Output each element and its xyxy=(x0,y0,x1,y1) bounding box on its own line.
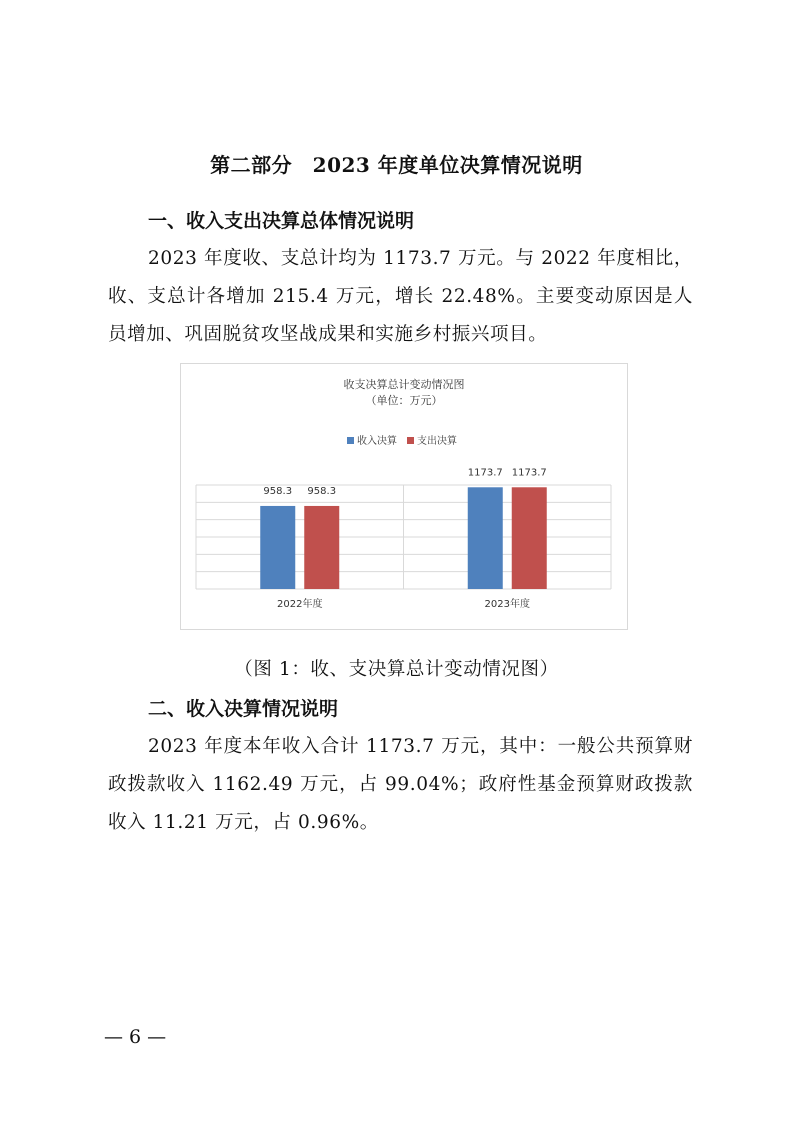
figure-caption: （图 1：收、支决算总计变动情况图） xyxy=(234,659,559,680)
x-tick-label-2: 2023年度 xyxy=(484,599,530,610)
section2-heading: 二、收入决算情况说明 xyxy=(148,698,339,720)
page-number: — 6 — xyxy=(104,1026,167,1048)
chart-x-axis-labels xyxy=(277,597,530,610)
data-label-1-1: 958.3 xyxy=(263,485,293,497)
bar-2-1 xyxy=(468,487,503,589)
chart-legend xyxy=(347,434,457,447)
chart-subtitle: （单位：万元） xyxy=(365,394,443,407)
bar-1-2 xyxy=(304,506,339,589)
legend-swatch-1 xyxy=(347,437,354,444)
section1-heading: 一、收入支出决算总体情况说明 xyxy=(148,210,415,232)
page-title: 第二部分 2023 年度单位决算情况说明 xyxy=(210,153,583,177)
data-label-1-2: 958.3 xyxy=(307,485,337,497)
legend-label-2: 支出决算 xyxy=(417,436,457,447)
legend-label-1: 收入决算 xyxy=(357,436,397,447)
section2-paragraph: 2023 年度本年收入合计 1173.7 万元，其中：一般公共预算财政拨款收入 1162.49 万元，占 99.04%；政府性基金预算财政拨款收入 11.21 万元，占 0.96%。 xyxy=(108,736,693,833)
data-label-2-1: 1173.7 xyxy=(467,467,503,479)
x-tick-label-1: 2022年度 xyxy=(277,599,323,610)
section1-paragraph: 2023 年度收、支总计均为 1173.7 万元。与 2022 年度相比，收、支总计各增加 215.4 万元，增长 22.48%。主要变动原因是人员增加、巩固脱贫攻坚战成果和实施乡村振兴项目。 xyxy=(108,248,693,345)
legend-swatch-2 xyxy=(407,437,414,444)
chart-gridlines xyxy=(196,485,611,589)
bar-1-1 xyxy=(260,506,295,589)
bar-chart xyxy=(181,364,627,629)
chart-title: 收支决算总计变动情况图 xyxy=(343,378,465,391)
bar-2-2 xyxy=(512,487,547,589)
data-label-2-2: 1173.7 xyxy=(511,467,547,479)
chart-figure xyxy=(180,363,628,630)
